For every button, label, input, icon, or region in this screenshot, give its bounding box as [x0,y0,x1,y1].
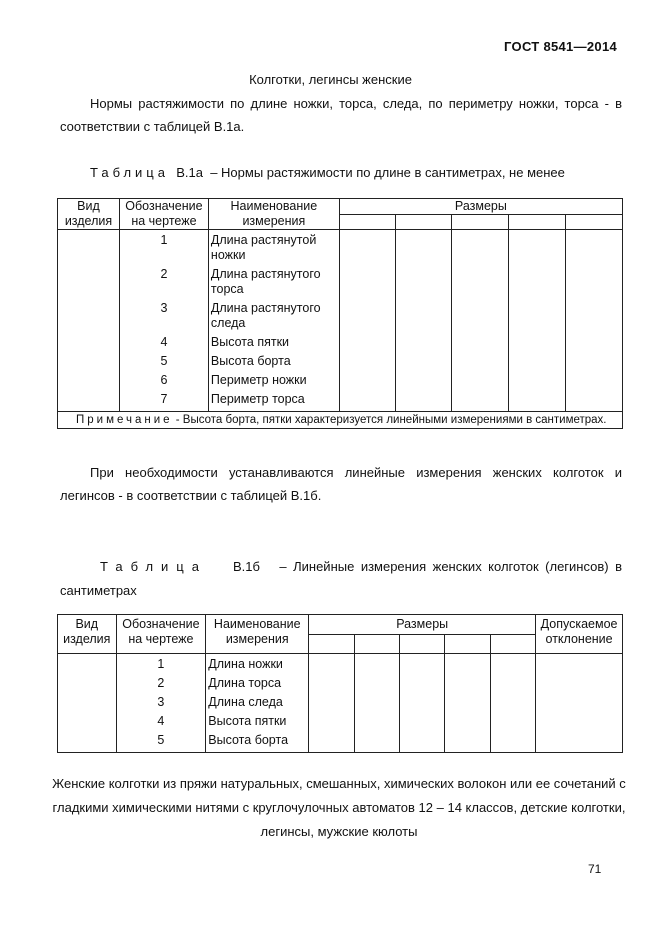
table-row [58,654,623,753]
table1-num: 3 [160,301,168,315]
table1-num: 7 [160,392,168,406]
table1-header-type: Вид изделия [58,199,120,230]
table1-size-cell [395,230,452,412]
table1-size-cell [566,230,623,412]
table1-caption-number: В.1а [176,165,203,180]
table2-num: 2 [157,676,165,690]
table2-size-cell [309,654,354,753]
table2 [57,614,623,753]
paragraph-3: Женские колготки из пряжи натуральных, смешанных, химических волокон или ее сочетаний с гладкими химическими нитями с круглочулочных автоматов 12 – 14 классов, детские колготки, легинсы, мужские кюлоты [52,776,626,839]
table1-size-col [395,215,452,230]
table1-name: Длина растянутого следа [210,301,321,330]
table1-name: Высота пятки [210,335,290,349]
table2-name: Длина следа [208,695,283,709]
table1-caption-label: Таблица [90,165,169,180]
table2-header-tolerance: Допускаемое отклонение [536,615,623,654]
page-number: 71 [588,862,602,876]
table2-size-col [399,635,444,654]
table2-caption-label: Таблица [100,559,207,574]
table1-note [58,412,623,429]
paragraph-1-text: Нормы растяжимости по длине ножки, торса, следа, по периметру ножки, торса - в соответствии с таблицей В.1а. [60,96,622,134]
table2-num: 4 [157,714,165,728]
table1-num: 1 [160,233,168,247]
table2-size-col [490,635,535,654]
table2-size-col [445,635,490,654]
table1-caption [90,165,565,180]
table1-name: Периметр ножки [210,373,307,387]
table1-num: 4 [160,335,168,349]
table1 [57,198,623,429]
table2-caption-text: – Линейные измерения женских колготок (легинсов) в сантиметрах [60,559,622,598]
table1-header-measurement: Наименование измерения [208,199,339,230]
table1-name: Длина растянутой ножки [210,233,317,262]
table2-name: Высота борта [208,733,289,747]
table1-name: Длина растянутого торса [210,267,321,296]
table2-size-cell [445,654,490,753]
table2-name-cell [206,654,309,753]
table1-header-sizes: Размеры [339,199,622,215]
table2-size-col [354,635,399,654]
table2-header-designation: Обозначение на чертеже [116,615,206,654]
table1-name: Периметр торса [210,392,305,406]
table2-caption-number: В.1б [232,559,260,574]
table1-size-col [566,215,623,230]
table2-num: 1 [157,657,165,671]
table2-name: Высота пятки [208,714,287,728]
table2-caption [60,555,622,603]
table-row [58,230,623,412]
table1-header-designation: Обозначение на чертеже [119,199,208,230]
document-header: ГОСТ 8541—2014 [504,39,617,54]
table1-note-text: - Высота борта, пятки характеризуется линейными измерениями в сантиметрах. [175,414,607,426]
table1-size-cell [509,230,566,412]
table2-num: 3 [157,695,165,709]
paragraph-1 [60,92,622,138]
table2-header-type: Вид изделия [58,615,117,654]
table2-type-cell [58,654,117,753]
table2-size-col [309,635,354,654]
section-title: Колготки, легинсы женские [249,72,412,87]
table2-tolerance-cell [536,654,623,753]
table1-name-cell [208,230,339,412]
table1-num: 2 [160,267,168,281]
table1-caption-text: – Нормы растяжимости по длине в сантиметрах, не менее [210,165,565,180]
table2-size-cell [490,654,535,753]
table1-size-cell [452,230,509,412]
paragraph-2-text: При необходимости устанавливаются линейные измерения женских колготок и легинсов - в соответствии с таблицей В.1б. [60,465,622,503]
table1-size-col [452,215,509,230]
table2-name: Длина торса [208,676,282,690]
table1-num: 6 [160,373,168,387]
table2-name: Длина ножки [208,657,283,671]
table2-size-cell [399,654,444,753]
table2-size-cell [354,654,399,753]
table2-header-sizes: Размеры [309,615,536,635]
table1-note-label: Примечание [76,414,173,426]
table1-designation-cell [119,230,208,412]
table1-size-col [509,215,566,230]
table1-num: 5 [160,354,168,368]
table1-size-cell [339,230,395,412]
table2-num: 5 [157,733,165,747]
table2-designation-cell [116,654,206,753]
table1-type-cell [58,230,120,412]
paragraph-2 [60,461,622,507]
table1-name: Высота борта [210,354,291,368]
table2-header-measurement: Наименование измерения [206,615,309,654]
table1-size-col [339,215,395,230]
